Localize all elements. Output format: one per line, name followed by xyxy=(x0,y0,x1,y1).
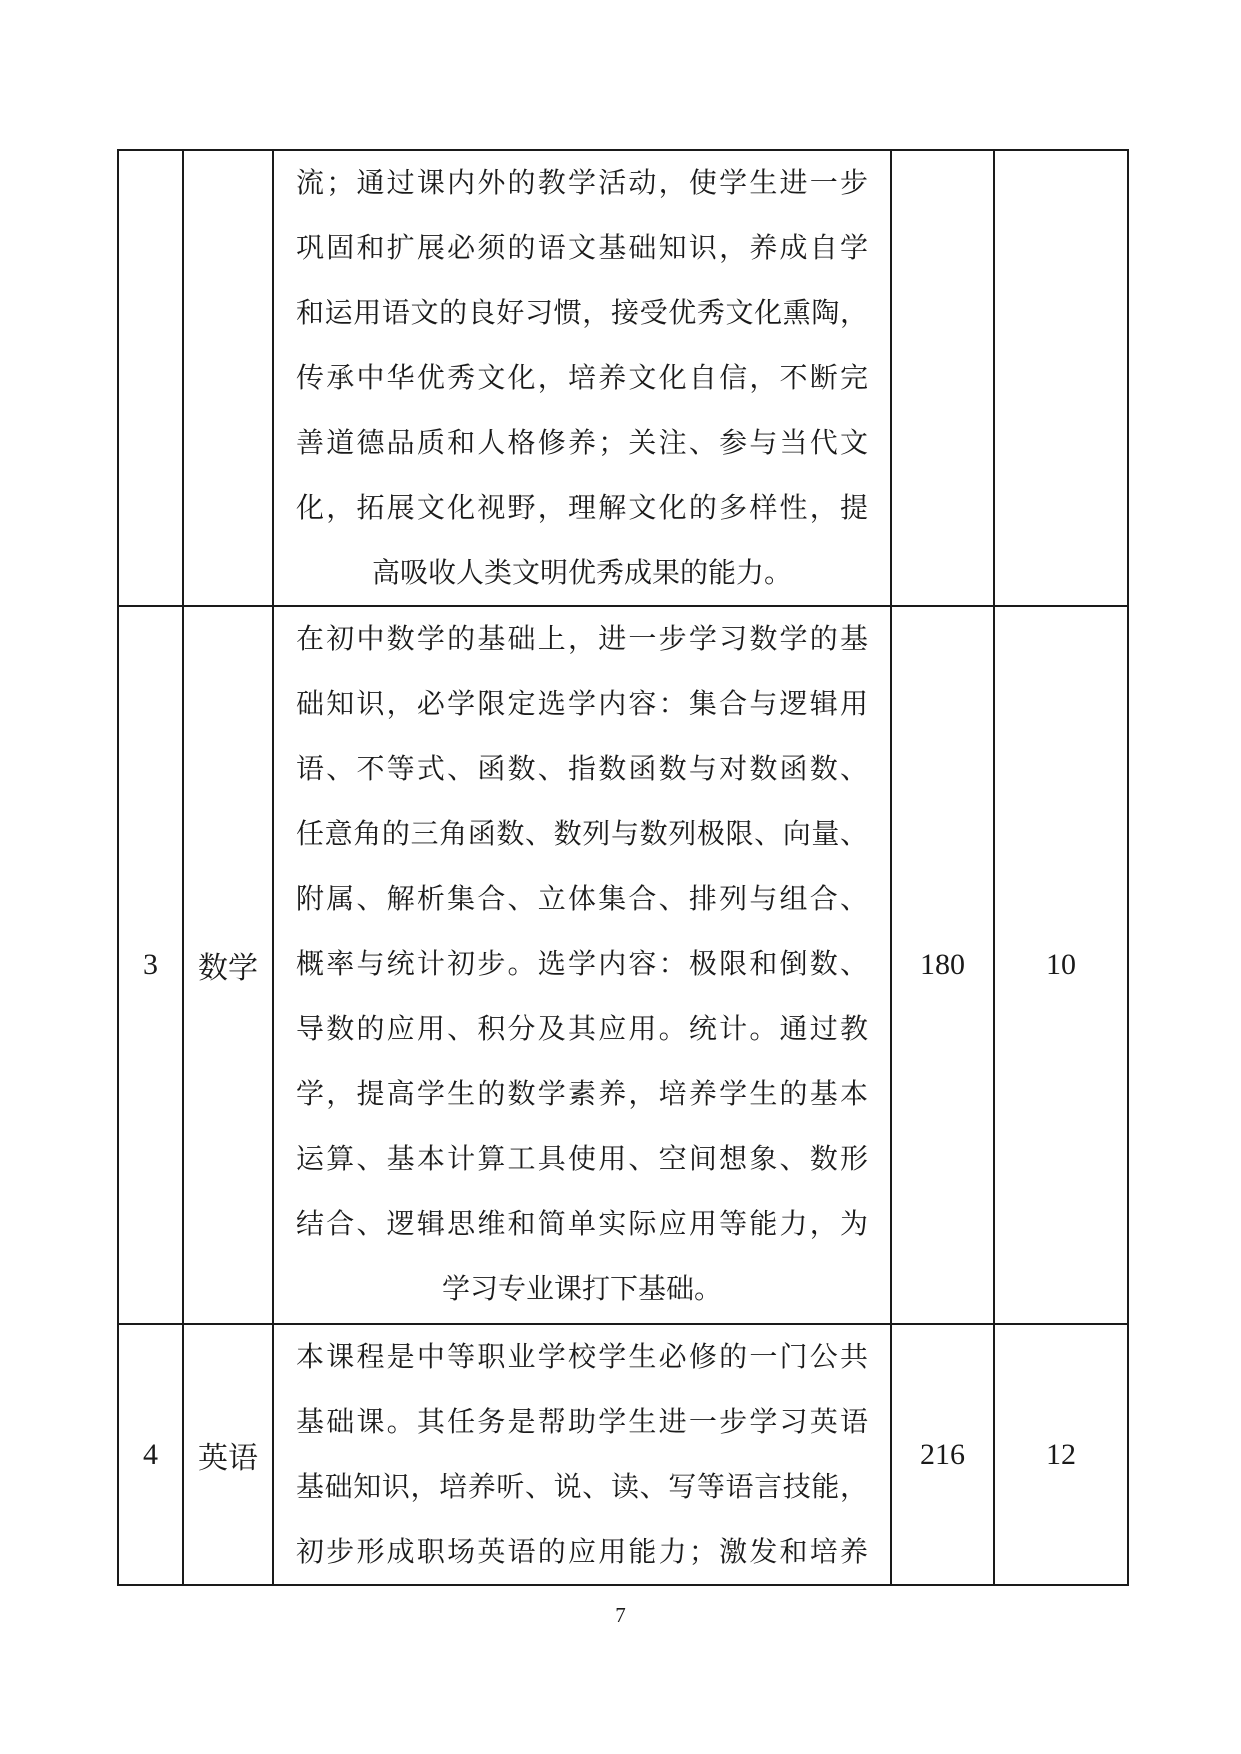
description-cell xyxy=(274,607,892,1325)
row-number-cell: 4 xyxy=(119,1325,184,1584)
description-line: 附属、解析集合、立体集合、排列与组合、 xyxy=(296,884,868,915)
description-cell xyxy=(274,1325,892,1584)
curriculum-table xyxy=(117,149,1129,1586)
description-line: 在初中数学的基础上，进一步学习数学的基 xyxy=(296,624,868,655)
description-line: 础知识，必学限定选学内容：集合与逻辑用 xyxy=(296,689,868,720)
row-number-cell: 3 xyxy=(119,607,184,1325)
hours-cell: 180 xyxy=(892,607,995,1325)
credits-cell: 12 xyxy=(1046,1437,1076,1471)
description-line: 初步形成职场英语的应用能力；激发和培养 xyxy=(296,1537,868,1568)
description-line: 学习专业课打下基础。 xyxy=(441,1274,722,1305)
hours-cell xyxy=(892,151,995,607)
credits-cell xyxy=(995,151,1127,607)
description-cell xyxy=(274,151,892,607)
page-number: 7 xyxy=(615,1603,626,1627)
description-line: 语、不等式、函数、指数函数与对数函数、 xyxy=(296,754,868,785)
description-line: 学，提高学生的数学素养，培养学生的基本 xyxy=(296,1079,868,1110)
description-line: 本课程是中等职业学校学生必修的一门公共 xyxy=(296,1342,868,1373)
description-line: 基础课。其任务是帮助学生进一步学习英语 xyxy=(296,1407,868,1438)
subject-cell: 数学 xyxy=(184,607,274,1325)
subject-cell xyxy=(184,151,274,607)
description-line: 善道德品质和人格修养；关注、参与当代文 xyxy=(296,428,868,459)
description-line: 任意角的三角函数、数列与数列极限、向量、 xyxy=(296,819,868,850)
hours-cell: 216 xyxy=(892,1325,995,1584)
description-line: 巩固和扩展必须的语文基础知识，养成自学 xyxy=(296,233,868,264)
description-line: 化，拓展文化视野，理解文化的多样性，提 xyxy=(296,493,868,524)
description-line: 和运用语文的良好习惯，接受优秀文化熏陶， xyxy=(296,298,868,329)
description-line: 高吸收人类文明优秀成果的能力。 xyxy=(371,558,792,589)
row-number-cell xyxy=(119,151,184,607)
description-line: 导数的应用、积分及其应用。统计。通过教 xyxy=(296,1014,868,1045)
description-line: 流；通过课内外的教学活动，使学生进一步 xyxy=(296,168,868,199)
description-line: 基础知识，培养听、说、读、写等语言技能， xyxy=(296,1472,868,1503)
description-line: 结合、逻辑思维和简单实际应用等能力，为 xyxy=(296,1209,868,1240)
description-line: 概率与统计初步。选学内容：极限和倒数、 xyxy=(296,949,868,980)
credits-cell: 10 xyxy=(995,607,1127,1325)
subject-cell: 英语 xyxy=(184,1325,274,1584)
description-line: 运算、基本计算工具使用、空间想象、数形 xyxy=(296,1144,868,1175)
description-line: 传承中华优秀文化，培养文化自信，不断完 xyxy=(296,363,868,394)
